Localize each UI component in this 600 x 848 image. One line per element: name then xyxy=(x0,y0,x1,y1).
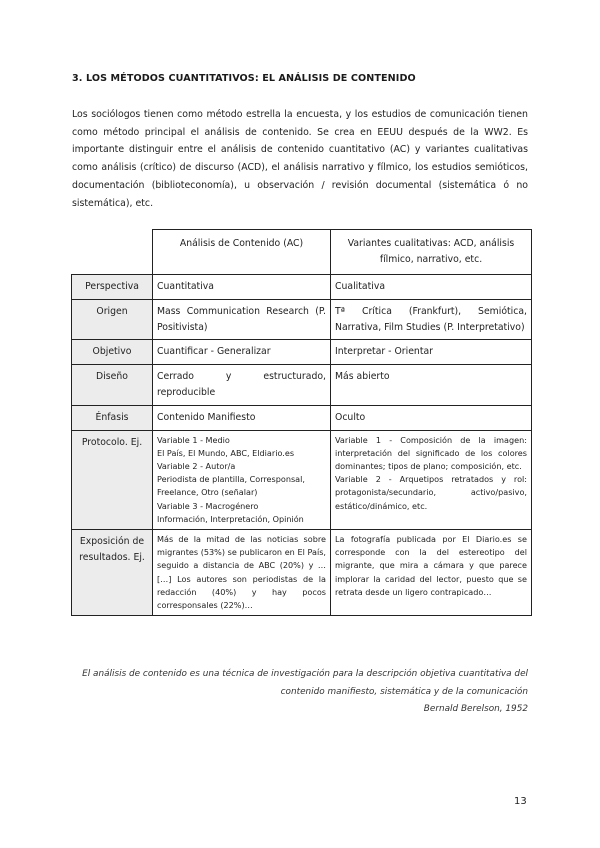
cell-ac xyxy=(153,430,331,529)
row-label: Exposición de resultados. Ej. xyxy=(72,530,153,616)
table-row xyxy=(72,299,532,340)
cell-ac: Contenido Manifiesto xyxy=(153,405,331,430)
cell-variants: Cualitativa xyxy=(331,275,532,300)
protocol-line: El País, El Mundo, ABC, Eldiario.es xyxy=(157,447,295,458)
row-label: Perspectiva xyxy=(72,275,153,300)
table-row xyxy=(72,275,532,300)
protocol-line: Información, Interpretación, Opinión xyxy=(157,513,304,524)
cell-ac: Más de la mitad de las noticias sobre migrantes (53%) se publicaron en El País, seguido a distancia de ABC (20%) y … […] Los autores son periodistas de la redacción (40%) y hay pocos corresponsales (22%)… xyxy=(153,530,331,616)
col-header-ac: Análisis de Contenido (AC) xyxy=(153,230,331,275)
protocol-line: Variable 2 - Arquetipos retratados y rol: protagonista/secundario, activo/pasivo, estático/dinámico, etc. xyxy=(335,474,527,511)
cell-variants: Más abierto xyxy=(331,365,532,406)
row-label: Diseño xyxy=(72,365,153,406)
table-corner-cell xyxy=(72,230,153,275)
table-row xyxy=(72,365,532,406)
row-label: Protocolo. Ej. xyxy=(72,430,153,529)
cell-variants: Interpretar - Orientar xyxy=(331,340,532,365)
cell-variants: Oculto xyxy=(331,405,532,430)
protocol-line: Periodista de plantilla, Corresponsal, Freelance, Otro (señalar) xyxy=(157,474,305,498)
cell-ac: Cerrado y estructurado, reproducible xyxy=(153,365,331,406)
protocol-line: Variable 2 - Autor/a xyxy=(157,460,236,471)
cell-variants: Tª Crítica (Frankfurt), Semiótica, Narrativa, Film Studies (P. Interpretativo) xyxy=(331,299,532,340)
cell-ac: Cuantitativa xyxy=(153,275,331,300)
section-heading: 3. LOS MÉTODOS CUANTITATIVOS: EL ANÁLISIS DE CONTENIDO xyxy=(72,73,416,84)
table-row xyxy=(72,340,532,365)
table-row-results xyxy=(72,530,532,616)
intro-paragraph: Los sociólogos tienen como método estrella la encuesta, y los estudios de comunicación tienen como método principal el análisis de contenido. Se crea en EEUU después de la WW2. Es importante distinguir entre el análisis de contenido cuantitativo (AC) y variantes cualitativas como análisis (crítico) de discurso (ACD), el análisis narrativo y fílmico, los estudios semióticos, documentación (biblioteconomía), u observación / revisión documental (sistemática ó no sistemática), etc. xyxy=(72,109,528,209)
row-label: Énfasis xyxy=(72,405,153,430)
cell-ac: Mass Communication Research (P. Positivista) xyxy=(153,299,331,340)
page-number: 13 xyxy=(514,796,527,807)
quote-line: contenido manifiesto, sistemática y de la comunicación xyxy=(280,686,528,697)
quote-author: Bernald Berelson, 1952 xyxy=(423,704,528,714)
cell-variants xyxy=(331,430,532,529)
quote-line: El análisis de contenido es una técnica de investigación para la descripción objetiva cuantitativa del xyxy=(82,669,528,679)
protocol-line: Variable 1 - Composición de la imagen: interpretación del significado de los colores dominantes; tipos de plano; composición, etc. xyxy=(335,434,527,471)
row-label: Origen xyxy=(72,299,153,340)
table-row-protocol xyxy=(72,430,532,529)
protocol-line: Variable 1 - Medio xyxy=(157,434,230,445)
cell-ac: Cuantificar - Generalizar xyxy=(153,340,331,365)
cell-variants: La fotografía publicada por El Diario.es se corresponde con la del estereotipo del migrante, que mira a cámara y que parece implorar la caridad del lector, puesto que se retrata desde un ligero contrapicado… xyxy=(331,530,532,616)
comparison-table xyxy=(71,229,532,616)
table-row xyxy=(72,405,532,430)
row-label: Objetivo xyxy=(72,340,153,365)
berelson-quote xyxy=(72,666,528,719)
col-header-variants: Variantes cualitativas: ACD, análisis fílmico, narrativo, etc. xyxy=(331,230,532,275)
protocol-line: Variable 3 - Macrogénero xyxy=(157,500,259,511)
table-header-row xyxy=(72,230,532,275)
